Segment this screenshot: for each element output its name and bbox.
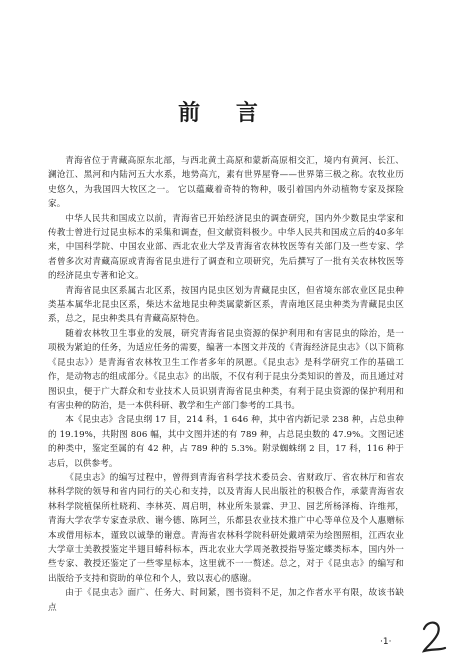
paragraph: 本《昆虫志》含昆虫纲 17 目，214 科，1 646 种，其中省内新记录 238 种，占总虫种的 19.19%，共附图 806 幅，其中文图并述的有 789 种，占总昆虫数的 47.9%。文图记述的种类中，鉴定至属的有 42 种，占 789 种的 5.3%。附录蜘蛛纲 2 目，17 科，116 种于志后，以供参考。: [48, 415, 404, 469]
paragraph: 青海省位于青藏高原东北部，与西北黄土高原和蒙新高原相交汇，境内有黄河、长江、澜沧江、黑河和内陆河五大水系，地势高亢，素有世界屋脊——世界第三极之称。农牧业历史悠久，为我国四大牧区之一。 它以蕴藏着奇特的物种，吸引着国内外动植物专家及探险家。: [48, 156, 404, 210]
paragraph: 由于《昆虫志》面广、任务大、时间紧，图书资料不足，加之作者水平有限，故该书缺点: [48, 588, 404, 613]
paragraph: 中华人民共和国成立以前，青海省已开始经济昆虫的调查研究，国内外少数昆虫学家和传教士曾进行过昆虫标本的采集和调查，但文献资料极少。中华人民共和国成立后的40多年来，中国科学院、中国农业部、西北农业大学及青海省农林牧医等有关部门及一些专家、学者曾多次对青藏高原或青海省昆虫进行了调查和立项研究，先后撰写了一批有关农林牧医等的经济昆虫专著和论文。: [48, 213, 404, 282]
body-text: [48, 154, 404, 615]
paragraph: 青海省昆虫区系属古北区系，按国内昆虫区划为青藏昆虫区，但省境东部农业区昆虫种类基本属华北昆虫区系，柴达木盆地昆虫种类属蒙新区系，青南地区昆虫种类为青藏昆虫区系，总之，昆虫种类具有青藏高原特色。: [48, 285, 404, 325]
page-number: ·1·: [380, 637, 392, 647]
page-title: 前 言: [178, 101, 272, 126]
handwritten-mark: [418, 615, 448, 655]
paragraph: 随着农林牧卫生事业的发展，研究青海省昆虫资源的保护利用和有害昆虫的除治，是一项极为紧迫的任务，为适应任务的需要，编著一本图文并茂的《青海经济昆虫志》（以下简称《昆虫志》）是青海省农林牧卫生工作者多年的夙愿。《昆虫志》是科学研究工作的基础工作，是动物志的组成部分。《昆虫志》的出版，不仅有利于昆虫分类知识的普及，而且通过对图识虫，便于广大群众和专业技术人员识别青海省昆虫种类，有利于昆虫资源的保护利用和有害虫种的防治，是一本供科研、教学和生产部门参考的工具书。: [48, 328, 404, 411]
paragraph: 《昆虫志》的编写过程中，曾得到青海省科学技术委员会、省财政厅、省农林厅和省农林科学院的领导和省内同行的关心和支持，以及青海人民出版社的积极合作，承蒙青海省农林科学院植保所杜晓莉、李林英、周启明，林业所朱景霖、尹卫、园艺所杨泽梅、许维邦，青海大学农学专家查录欣、谢今德、陈阿兰，乐都县农业技术推广中心等单位及个人惠赠标本或借用标本，谨致以诚挚的谢意。青海省农林科学院科研处戴靖荣为绘图照相，江西农业大学章士美教授鉴定半翅目蝽科标本，西北农业大学周尧教授指导鉴定蝶类标本，国内外一些专家、教授还鉴定了一些零星标本，这里就不一一赘述。总之，对于《昆虫志》的编写和出版给予支持和资助的单位和个人，致以衷心的感谢。: [48, 472, 404, 584]
